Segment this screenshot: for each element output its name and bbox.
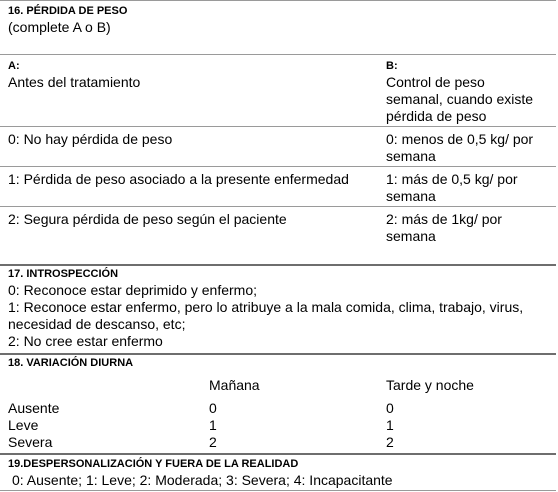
morning-column-header: Mañana [209,377,260,393]
section-16-title: 16. PÉRDIDA DE PESO [8,5,128,17]
weight-loss-option-b: semana [386,188,436,204]
weight-loss-option-b: semana [386,148,436,164]
insight-line: necesidad de descanso, etc; [8,316,186,332]
variation-morning-value: 1 [209,417,217,433]
variation-evening-value: 1 [386,417,394,433]
weight-loss-option-b: 0: menos de 0,5 kg/ por [386,131,534,147]
variation-morning-value: 2 [209,434,217,450]
weight-loss-option-a: 0: No hay pérdida de peso [8,131,173,147]
weight-loss-option-b: semana [386,228,436,244]
insight-line: 1: Reconoce estar enfermo, pero lo atribuye a la mala comida, clima, trabajo, virus, [8,299,524,315]
rule [0,490,556,491]
column-a-head: A: [8,60,20,72]
weight-loss-option-b: 1: más de 0,5 kg/ por [386,171,518,187]
weight-loss-option-b: 2: más de 1kg/ por [386,211,502,227]
column-b-head: B: [386,60,398,72]
depersonalization-scale: 0: Ausente; 1: Leve; 2: Moderada; 3: Severa; 4: Incapacitante [12,472,393,488]
variation-row-label: Severa [8,434,53,450]
rule [0,0,556,1]
weight-loss-option-a: 2: Segura pérdida de peso según el paciente [8,211,287,227]
column-b-subtitle-2: semanal, cuando existe [386,91,534,107]
section-divider [0,453,556,455]
insight-line: 2: No cree estar enfermo [8,333,163,349]
variation-evening-value: 0 [386,400,394,416]
insight-line: 0: Reconoce estar deprimido y enfermo; [8,282,258,298]
section-19-title: 19.DESPERSONALIZACIÓN Y FUERA DE LA REALIDAD [8,458,299,470]
column-b-subtitle-3: pérdida de peso [386,108,487,124]
column-b-subtitle-1: Control de peso [386,74,485,90]
variation-row-label: Ausente [8,400,60,416]
variation-evening-value: 2 [386,434,394,450]
section-18-title: 18. VARIACIÓN DIURNA [8,357,134,369]
rule [0,166,556,167]
variation-morning-value: 0 [209,400,217,416]
variation-row-label: Leve [8,417,39,433]
rule [0,54,556,55]
section-divider [0,353,556,355]
section-16-subtitle: (complete A o B) [8,19,111,35]
rule [0,126,556,127]
column-a-subtitle: Antes del tratamiento [8,74,141,90]
evening-column-header: Tarde y noche [386,377,474,393]
section-17-title: 17. INTROSPECCIÓN [8,268,119,280]
section-divider [0,264,556,266]
weight-loss-option-a: 1: Pérdida de peso asociado a la presente enfermedad [8,171,349,187]
rule [0,206,556,207]
